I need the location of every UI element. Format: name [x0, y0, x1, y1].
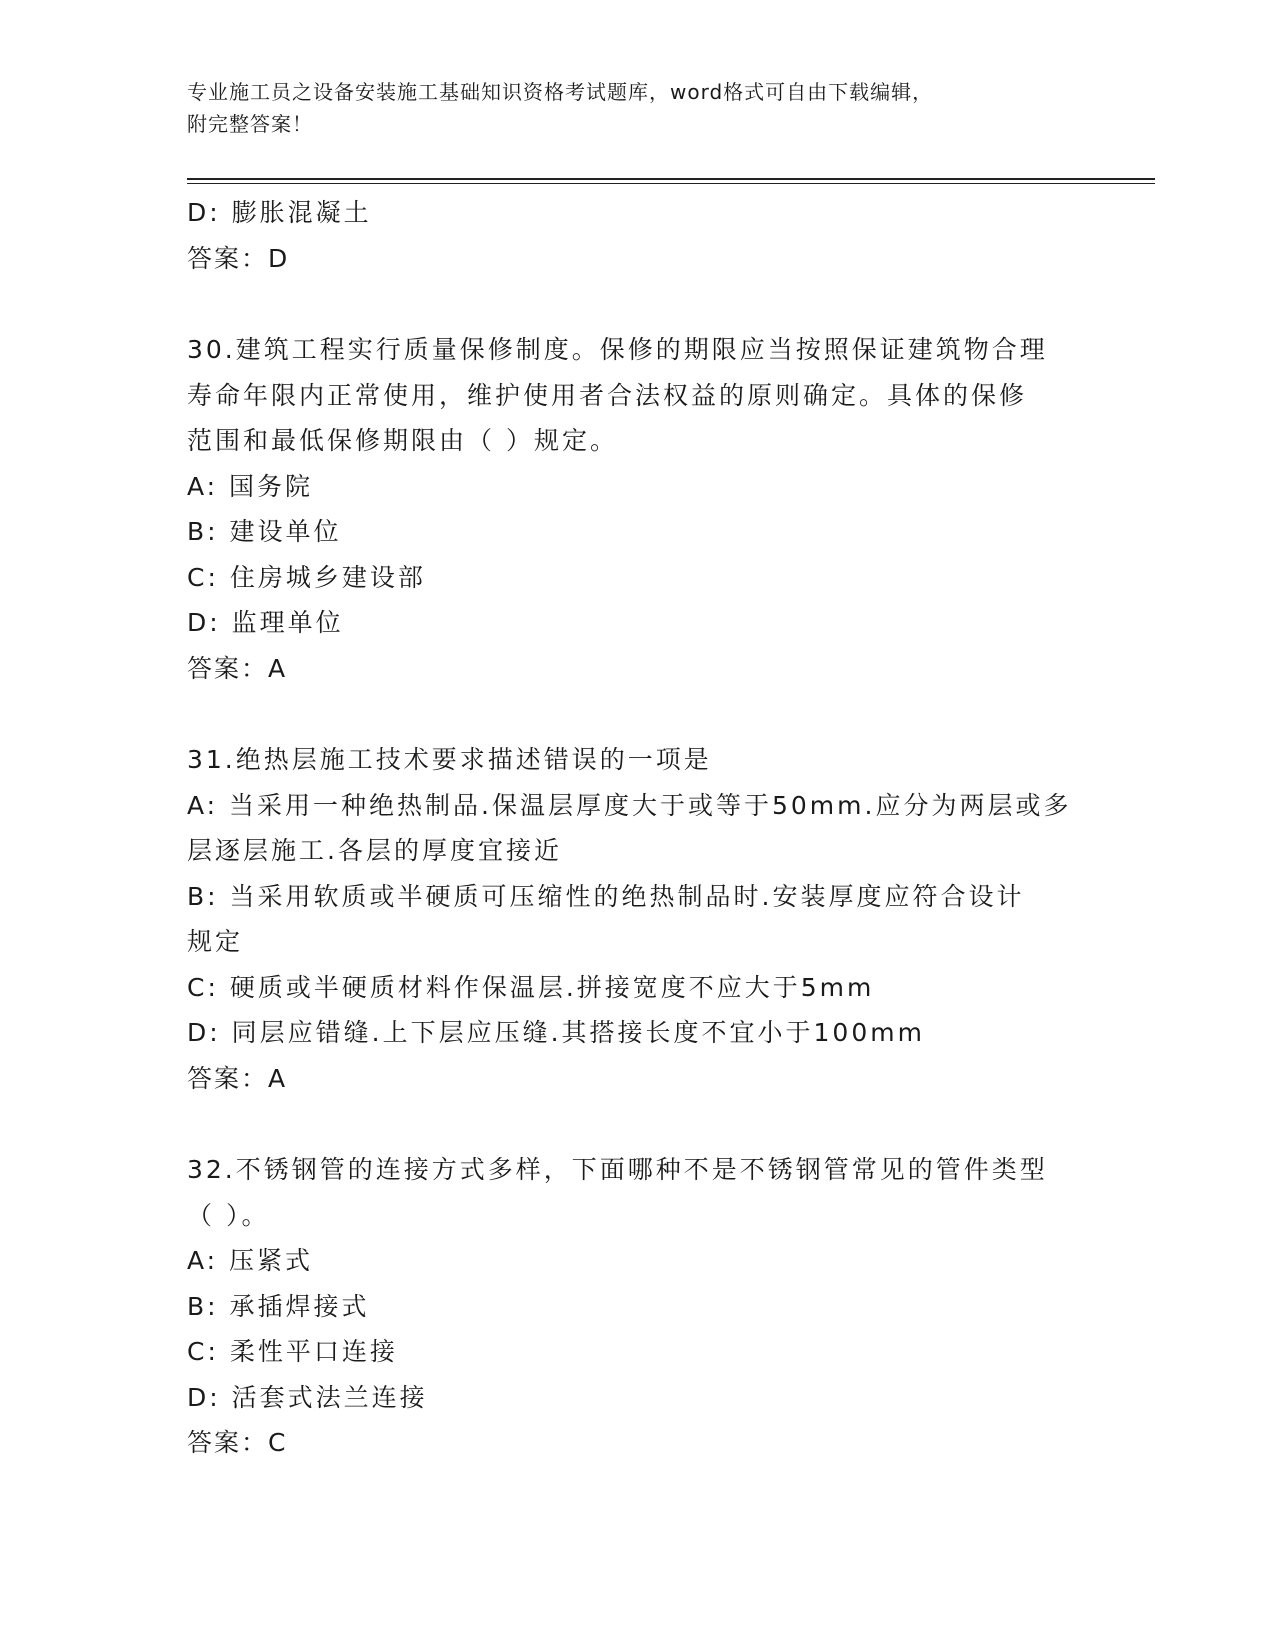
header-line-1: 专业施工员之设备安装施工基础知识资格考试题库，word格式可自由下载编辑， [187, 80, 934, 104]
header-line-2: 附完整答案！ [187, 112, 313, 136]
header-rule-thick [187, 178, 1155, 180]
question-content [187, 190, 1087, 1466]
header-rule-thin [187, 183, 1155, 184]
answer: 答案：A [187, 653, 288, 683]
question-stem-line: 30.建筑工程实行质量保修制度。保修的期限应当按照保证建筑物合理 [187, 335, 1048, 364]
question-stem-line: 32.不锈钢管的连接方式多样，下面哪种不是不锈钢管常见的管件类型 [187, 1155, 1048, 1184]
option-line: 层逐层施工.各层的厚度宜接近 [187, 836, 562, 865]
spacer [187, 1101, 1087, 1147]
question-stem-line: 31.绝热层施工技术要求描述错误的一项是 [187, 745, 712, 774]
document-header [187, 76, 1067, 140]
question-30 [187, 327, 1087, 691]
spacer [187, 281, 1087, 327]
option-line: D: 同层应错缝.上下层应压缝.其搭接长度不宜小于100mm [187, 1018, 925, 1047]
question-stem-line: 范围和最低保修期限由（ ）规定。 [187, 426, 618, 455]
option-line: A: 当采用一种绝热制品.保温层厚度大于或等于50mm.应分为两层或多 [187, 790, 1072, 820]
prev-option-d: D: 膨胀混凝土 [187, 198, 372, 227]
answer: 答案：A [187, 1063, 288, 1093]
question-31 [187, 737, 1087, 1101]
option-line: C: 硬质或半硬质材料作保温层.拼接宽度不应大于5mm [187, 972, 875, 1002]
option-b: B: 承插焊接式 [187, 1291, 370, 1321]
option-c: C: 柔性平口连接 [187, 1337, 398, 1366]
option-line: B: 当采用软质或半硬质可压缩性的绝热制品时.安装厚度应符合设计 [187, 881, 1025, 911]
question-stem-line: 寿命年限内正常使用，维护使用者合法权益的原则确定。具体的保修 [187, 380, 1028, 410]
option-d: D: 监理单位 [187, 608, 344, 637]
option-c: C: 住房城乡建设部 [187, 562, 426, 592]
option-d: D: 活套式法兰连接 [187, 1382, 428, 1412]
answer: 答案：C [187, 1428, 288, 1457]
question-stem-line: （ ）。 [187, 1200, 270, 1230]
spacer [187, 691, 1087, 737]
option-a: A: 压紧式 [187, 1246, 314, 1275]
option-line: 规定 [187, 927, 244, 956]
prev-answer: 答案：D [187, 243, 290, 273]
option-a: A: 国务院 [187, 471, 314, 501]
question-32 [187, 1147, 1087, 1466]
option-b: B: 建设单位 [187, 517, 342, 546]
